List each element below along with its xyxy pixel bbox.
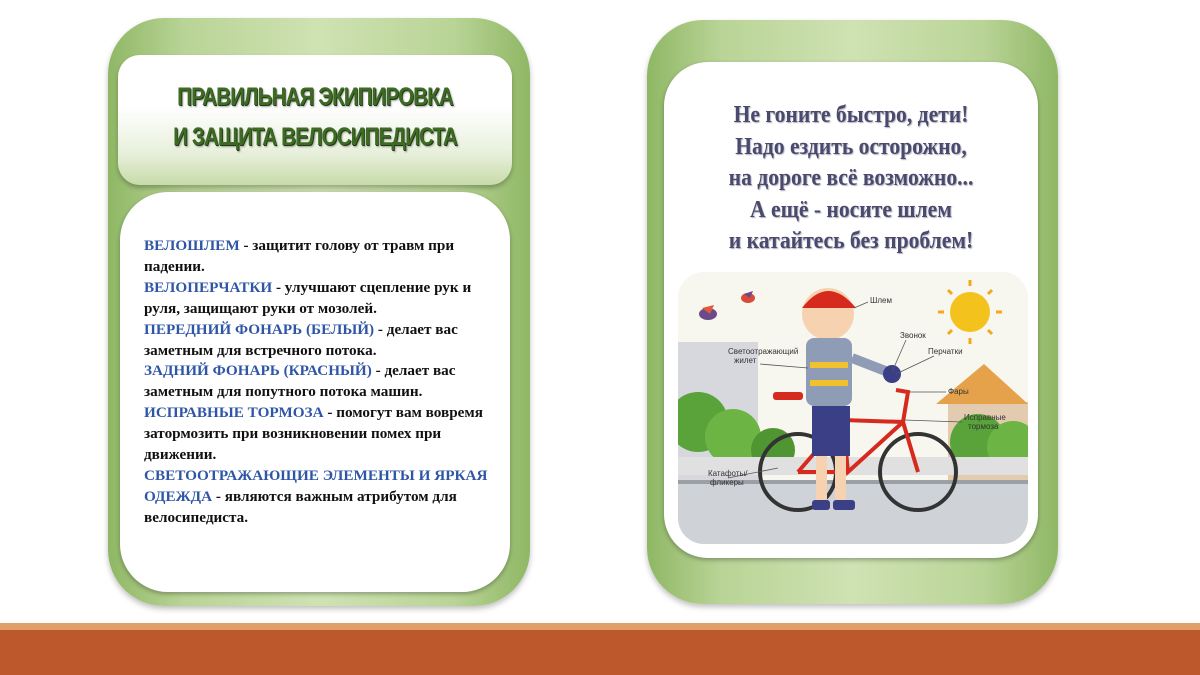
- poem-line: А ещё - носите шлем: [750, 196, 952, 223]
- label-lights: Фары: [948, 387, 969, 396]
- label-reflectors-1: Катафоты/: [708, 469, 748, 478]
- title-line-1: ПРАВИЛЬНАЯ ЭКИПИРОВКА: [177, 83, 453, 111]
- label-reflectors-2: фликеры: [710, 478, 744, 487]
- label-brakes-1: Исправные: [964, 413, 1006, 422]
- info-text: - помогут вам вовремя затормозить при возникновении помех при движении.: [144, 404, 483, 464]
- info-text: - являются важным атрибутом для велосипедиста.: [144, 487, 457, 526]
- poem-line: и катайтесь без проблем!: [728, 228, 974, 254]
- info-item: [144, 279, 471, 317]
- info-text: - делает вас заметным для попутного потока машин.: [144, 362, 456, 401]
- info-term: ИСПРАВНЫЕ ТОРМОЗА: [144, 404, 324, 422]
- cyclist-illustration: [678, 272, 1028, 544]
- info-term: ВЕЛОШЛЕМ: [144, 237, 240, 254]
- info-term: ВЕЛОПЕРЧАТКИ: [144, 278, 273, 296]
- title-banner: [118, 55, 512, 185]
- info-item: [144, 362, 456, 400]
- footer-stripe-thin: [0, 623, 1200, 630]
- info-item: [144, 237, 454, 275]
- poem-line: Надо ездить осторожно,: [735, 133, 967, 160]
- info-term: ЗАДНИЙ ФОНАРЬ (КРАСНЫЙ): [144, 362, 372, 380]
- title-line-2: И ЗАЩИТА ВЕЛОСИПЕДИСТА: [173, 123, 457, 151]
- label-gloves: Перчатки: [928, 347, 963, 356]
- equipment-list: [144, 236, 499, 529]
- info-text: - защитит голову от травм при падении.: [144, 237, 455, 275]
- label-vest-2: жилет: [734, 356, 757, 365]
- info-item: [144, 404, 483, 463]
- info-term: СВЕТООТРАЖАЮЩИЕ ЭЛЕМЕНТЫ И ЯРКАЯ ОДЕЖДА: [144, 466, 488, 505]
- info-text: - делает вас заметным для встречного потока.: [144, 320, 458, 359]
- label-helmet: Шлем: [870, 296, 892, 305]
- info-term: ПЕРЕДНИЙ ФОНАРЬ (БЕЛЫЙ): [144, 320, 375, 338]
- info-item: [144, 321, 458, 359]
- info-panel: [120, 192, 510, 592]
- cyclist-illustration-svg: [678, 272, 1028, 544]
- info-item: [144, 467, 487, 526]
- page-title: [153, 77, 476, 157]
- info-text: - улучшают сцепление рук и руля, защищают руки от мозолей.: [144, 278, 472, 317]
- label-bell: Звонок: [900, 331, 926, 340]
- poem-line: Не гоните быстро, дети!: [733, 102, 969, 128]
- label-vest-1: Светоотражающий: [728, 347, 799, 356]
- seat-icon: [773, 392, 803, 400]
- poem-line: на дороге всё возможно...: [728, 165, 974, 191]
- label-brakes-2: тормоза: [968, 422, 999, 431]
- footer-stripe: [0, 630, 1200, 675]
- poem: [683, 100, 1020, 258]
